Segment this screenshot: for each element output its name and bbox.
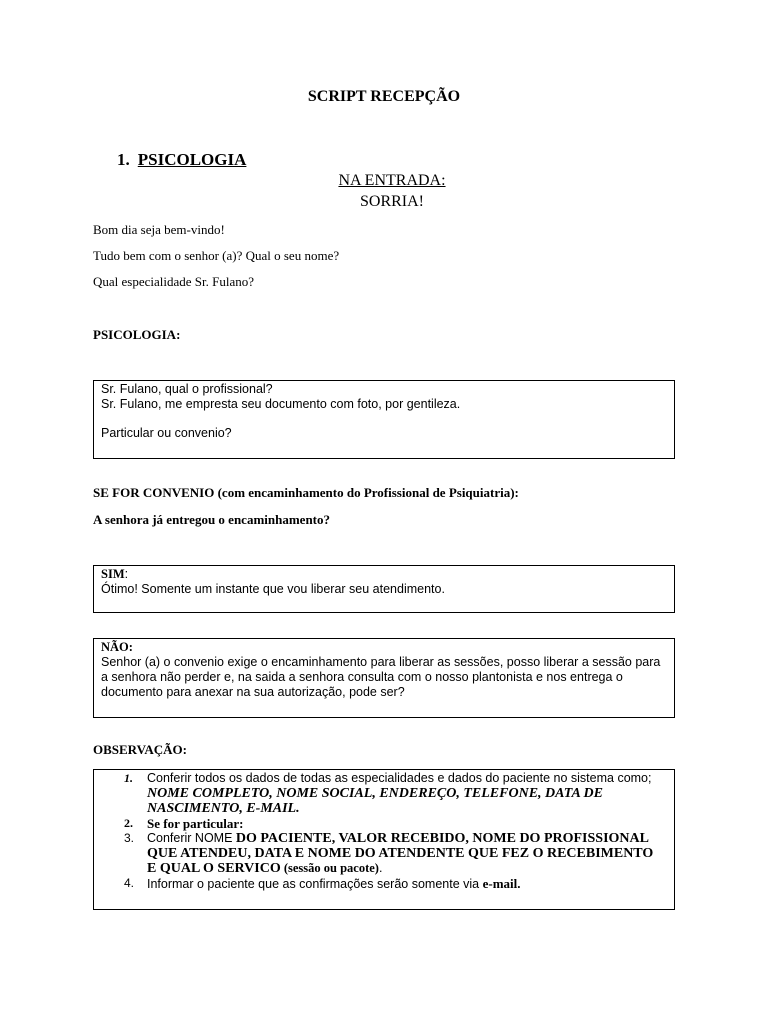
section-name: PSICOLOGIA bbox=[137, 150, 247, 169]
observacao-heading: OBSERVAÇÃO: bbox=[93, 742, 187, 757]
nao-label: NÃO: bbox=[101, 640, 133, 654]
list-note: (sessão ou pacote) bbox=[280, 861, 379, 875]
list-end: . bbox=[378, 861, 383, 875]
list-item bbox=[94, 876, 674, 892]
nao-line: Senhor (a) o convenio exige o encaminhamento para liberar as sessões, posso liberar a sessão para bbox=[101, 655, 661, 669]
box-line: Particular ou convenio? bbox=[101, 426, 232, 440]
list-text: Se for particular: bbox=[147, 816, 244, 831]
list-text: Conferir todos os dados de todas as especialidades e dados do paciente no sistema como; bbox=[147, 771, 652, 785]
list-emphasis: e-mail. bbox=[482, 876, 521, 891]
nao-line: a senhora não perder e, na saida a senhora consulta com o nosso plantonista e nos entrega o bbox=[101, 670, 623, 684]
sim-box bbox=[93, 565, 675, 613]
observacao-list bbox=[94, 771, 674, 892]
list-item bbox=[94, 771, 674, 816]
list-item bbox=[94, 831, 674, 876]
list-number: 2. bbox=[124, 816, 133, 830]
list-emphasis: NOME COMPLETO, NOME SOCIAL, ENDEREÇO, TELEFONE, DATA DE bbox=[147, 786, 603, 801]
list-emphasis: QUE ATENDEU, DATA E NOME DO ATENDENTE QUE FEZ O RECEBIMENTO bbox=[147, 846, 654, 861]
page-title: SCRIPT RECEPÇÃO bbox=[307, 88, 461, 105]
list-item bbox=[94, 816, 674, 831]
list-emphasis: NASCIMENTO, E-MAIL. bbox=[147, 801, 300, 816]
greeting-line: Bom dia seja bem-vindo! bbox=[93, 222, 225, 237]
nao-line: documento para anexar na sua autorização, pode ser? bbox=[101, 685, 405, 699]
list-emphasis: E QUAL O SERVICO bbox=[147, 861, 281, 876]
section-heading bbox=[117, 150, 246, 170]
greeting-line: Tudo bem com o senhor (a)? Qual o seu nome? bbox=[93, 248, 340, 263]
psicologia-heading: PSICOLOGIA: bbox=[93, 327, 181, 342]
list-text: Informar o paciente que as confirmações serão somente via bbox=[147, 877, 483, 891]
section-number: 1. bbox=[117, 150, 130, 169]
nao-box bbox=[93, 638, 675, 718]
list-text: Conferir NOME bbox=[147, 831, 236, 845]
observacao-box bbox=[93, 769, 675, 910]
box-line: Sr. Fulano, qual o profissional? bbox=[101, 382, 273, 396]
sim-label: SIM bbox=[101, 567, 125, 581]
sim-colon: : bbox=[124, 567, 129, 581]
entry-heading: NA ENTRADA: bbox=[338, 172, 446, 189]
list-emphasis: DO PACIENTE, VALOR RECEBIDO, NOME DO PROFISSIONAL bbox=[235, 831, 649, 846]
entry-smile: SORRIA! bbox=[359, 193, 424, 210]
list-number: 4. bbox=[124, 876, 135, 890]
referral-question: A senhora já entregou o encaminhamento? bbox=[93, 512, 331, 527]
box-line: Sr. Fulano, me empresta seu documento com foto, por gentileza. bbox=[101, 397, 461, 411]
list-number: 3. bbox=[124, 831, 135, 845]
sim-text: Ótimo! Somente um instante que vou liberar seu atendimento. bbox=[101, 582, 445, 596]
list-number: 1. bbox=[124, 771, 133, 785]
professional-box bbox=[93, 380, 675, 459]
entry-instructions bbox=[0, 170, 768, 212]
convenio-heading: SE FOR CONVENIO (com encaminhamento do Profissional de Psiquiatria): bbox=[93, 485, 519, 500]
greeting-line: Qual especialidade Sr. Fulano? bbox=[93, 274, 255, 289]
